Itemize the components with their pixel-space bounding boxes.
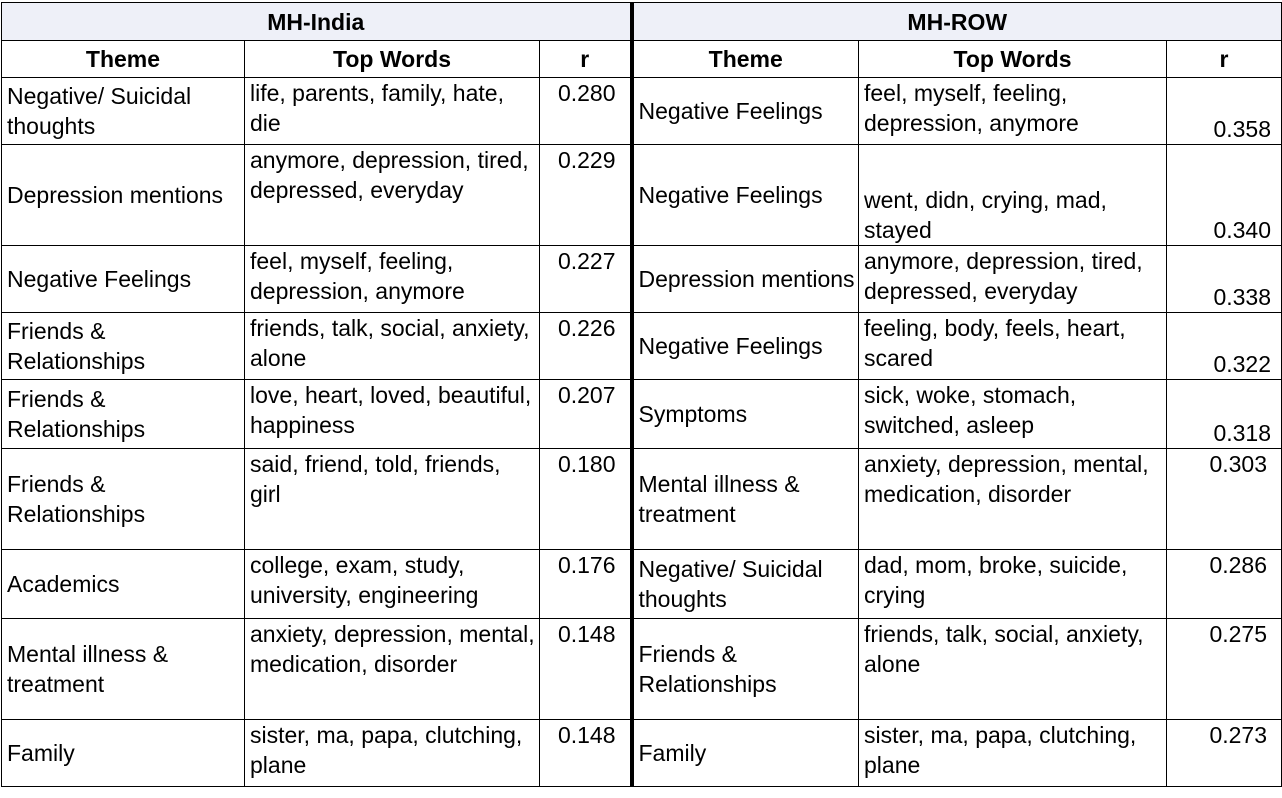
india-theme: Negative/ Suicidal thoughts	[2, 78, 245, 145]
row-words: friends, talk, social, anxiety, alone	[859, 619, 1167, 720]
india-words: life, parents, family, hate, die	[245, 78, 540, 145]
india-words: anymore, depression, tired, depressed, everyday	[245, 145, 540, 246]
india-theme: Family	[2, 720, 245, 787]
india-theme: Mental illness & treatment	[2, 619, 245, 720]
india-words: friends, talk, social, anxiety, alone	[245, 313, 540, 380]
india-r: 0.207	[540, 380, 632, 449]
table-row	[2, 145, 1282, 246]
row-words: sister, ma, papa, clutching, plane	[859, 720, 1167, 787]
table-row	[2, 720, 1282, 787]
row-words: anxiety, depression, mental, medication, disorder	[859, 449, 1167, 550]
india-r: 0.280	[540, 78, 632, 145]
row-theme: Negative Feelings	[632, 145, 859, 246]
table-row	[2, 78, 1282, 145]
table-row	[2, 380, 1282, 449]
india-words: said, friend, told, friends, girl	[245, 449, 540, 550]
row-words: feeling, body, feels, heart, scared	[859, 313, 1167, 380]
india-theme: Friends & Relationships	[2, 380, 245, 449]
india-words: love, heart, loved, beautiful, happiness	[245, 380, 540, 449]
table-row	[2, 246, 1282, 313]
row-r: 0.273	[1167, 720, 1282, 787]
row-r: 0.338	[1167, 246, 1282, 313]
table-row	[2, 313, 1282, 380]
india-words: college, exam, study, university, engineering	[245, 550, 540, 619]
india-r: 0.148	[540, 720, 632, 787]
india-words: feel, myself, feeling, depression, anymore	[245, 246, 540, 313]
table-row	[2, 449, 1282, 550]
row-theme: Negative/ Suicidal thoughts	[632, 550, 859, 619]
india-theme: Friends & Relationships	[2, 313, 245, 380]
row-theme: Mental illness & treatment	[632, 449, 859, 550]
row-words: feel, myself, feeling, depression, anymore	[859, 78, 1167, 145]
col-header-words-row: Top Words	[859, 41, 1167, 78]
results-table	[1, 2, 1282, 787]
india-words: anxiety, depression, mental, medication, disorder	[245, 619, 540, 720]
col-header-theme-india: Theme	[2, 41, 245, 78]
row-r: 0.275	[1167, 619, 1282, 720]
india-theme: Negative Feelings	[2, 246, 245, 313]
group-header-row: MH-ROW	[632, 3, 1282, 41]
col-header-r-india: r	[540, 41, 632, 78]
row-r: 0.322	[1167, 313, 1282, 380]
row-words: dad, mom, broke, suicide, crying	[859, 550, 1167, 619]
india-r: 0.226	[540, 313, 632, 380]
row-r: 0.340	[1167, 145, 1282, 246]
row-theme: Symptoms	[632, 380, 859, 449]
row-words: sick, woke, stomach, switched, asleep	[859, 380, 1167, 449]
row-theme: Friends & Relationships	[632, 619, 859, 720]
india-r: 0.176	[540, 550, 632, 619]
row-r: 0.303	[1167, 449, 1282, 550]
india-theme: Academics	[2, 550, 245, 619]
table-row	[2, 619, 1282, 720]
row-theme: Negative Feelings	[632, 78, 859, 145]
india-r: 0.229	[540, 145, 632, 246]
group-header-india: MH-India	[2, 3, 632, 41]
row-words: anymore, depression, tired, depressed, everyday	[859, 246, 1167, 313]
india-words: sister, ma, papa, clutching, plane	[245, 720, 540, 787]
india-r: 0.180	[540, 449, 632, 550]
row-theme: Negative Feelings	[632, 313, 859, 380]
row-r: 0.358	[1167, 78, 1282, 145]
india-r: 0.227	[540, 246, 632, 313]
india-r: 0.148	[540, 619, 632, 720]
row-r: 0.286	[1167, 550, 1282, 619]
col-header-words-india: Top Words	[245, 41, 540, 78]
col-header-r-row: r	[1167, 41, 1282, 78]
row-r: 0.318	[1167, 380, 1282, 449]
row-words: went, didn, crying, mad, stayed	[859, 145, 1167, 246]
india-theme: Friends & Relationships	[2, 449, 245, 550]
row-theme: Family	[632, 720, 859, 787]
row-theme: Depression mentions	[632, 246, 859, 313]
col-header-theme-row: Theme	[632, 41, 859, 78]
india-theme: Depression mentions	[2, 145, 245, 246]
table-row	[2, 550, 1282, 619]
